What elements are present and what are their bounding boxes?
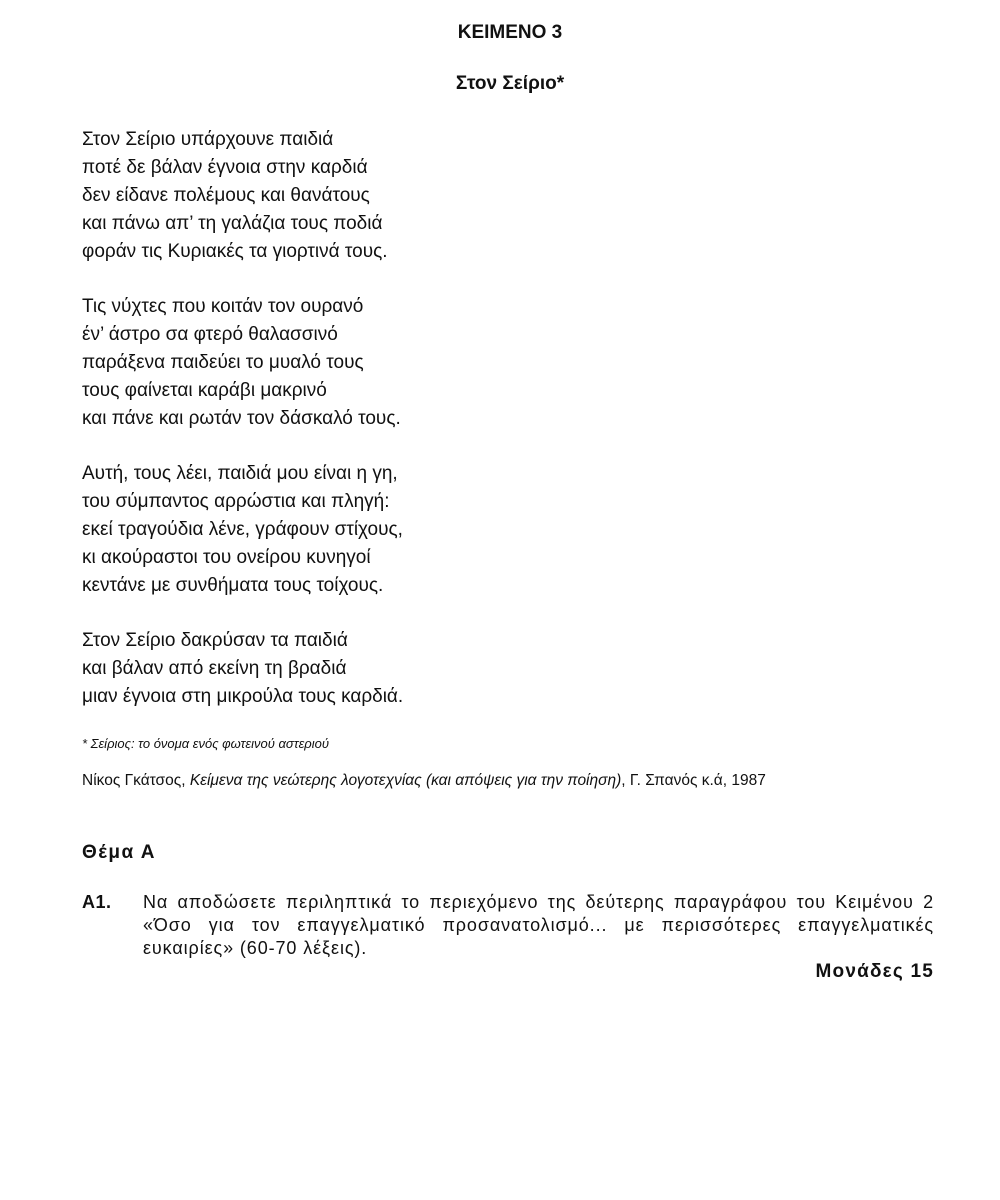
source-citation	[82, 772, 766, 790]
poem-line: εκεί τραγούδια λένε, γράφουν στίχους,	[82, 519, 403, 540]
poem-line: Στον Σείριο υπάρχουνε παιδιά	[82, 129, 334, 150]
poem	[82, 126, 403, 738]
source-author: Νίκος Γκάτσος,	[82, 772, 190, 789]
poem-stanza	[82, 627, 403, 711]
poem-line: και βάλαν από εκείνη τη βραδιά	[82, 658, 347, 679]
source-book: Κείμενα της νεώτερης λογοτεχνίας (και απόψεις για την ποίηση)	[189, 772, 622, 789]
poem-stanza	[82, 293, 403, 433]
poem-line: δεν είδανε πολέμους και θανάτους	[82, 185, 370, 206]
question-text: Να αποδώσετε περιληπτικά το περιεχόμενο της δεύτερης παραγράφου του Κειμένου 2 «Όσο για τον επαγγελματικό προσανατολισμό... με περισσότερες επαγγελματικές ευκαιρίες» (60-70 λέξεις).	[143, 892, 934, 958]
footnote: * Σείριος: το όνομα ενός φωτεινού αστεριού	[82, 736, 329, 751]
poem-stanza	[82, 460, 403, 600]
question-marks: Μονάδες 15	[815, 961, 934, 982]
poem-stanza	[82, 126, 403, 266]
poem-line: μιαν έγνοια στη μικρούλα τους καρδιά.	[82, 686, 404, 707]
poem-line: ποτέ δε βάλαν έγνοια στην καρδιά	[82, 157, 368, 178]
poem-title: Στον Σείριο*	[455, 73, 565, 94]
poem-line: παράξενα παιδεύει το μυαλό τους	[82, 352, 364, 373]
poem-line: τους φαίνεται καράβι μακρινό	[82, 380, 327, 401]
theme-title: Θέμα Α	[82, 842, 156, 863]
poem-line: έν’ άστρο σα φτερό θαλασσινό	[82, 324, 338, 345]
poem-line: κι ακούραστοι του ονείρου κυνηγοί	[82, 547, 371, 568]
poem-line: του σύμπαντος αρρώστια και πληγή:	[82, 491, 390, 512]
poem-line: Τις νύχτες που κοιτάν τον ουρανό	[82, 296, 364, 317]
question-label: Α1.	[82, 892, 112, 912]
source-rest: , Γ. Σπανός κ.ά, 1987	[621, 772, 766, 789]
poem-line: Αυτή, τους λέει, παιδιά μου είναι η γη,	[82, 463, 398, 484]
poem-line: κεντάνε με συνθήματα τους τοίχους.	[82, 575, 384, 596]
poem-line: Στον Σείριο δακρύσαν τα παιδιά	[82, 630, 348, 651]
poem-line: και πάνε και ρωτάν τον δάσκαλό τους.	[82, 408, 401, 429]
text-heading: ΚΕΙΜΕΝΟ 3	[457, 22, 563, 43]
question-a1	[82, 891, 934, 960]
poem-line: και πάνω απ’ τη γαλάζια τους ποδιά	[82, 213, 383, 234]
poem-line: φοράν τις Κυριακές τα γιορτινά τους.	[82, 241, 388, 262]
